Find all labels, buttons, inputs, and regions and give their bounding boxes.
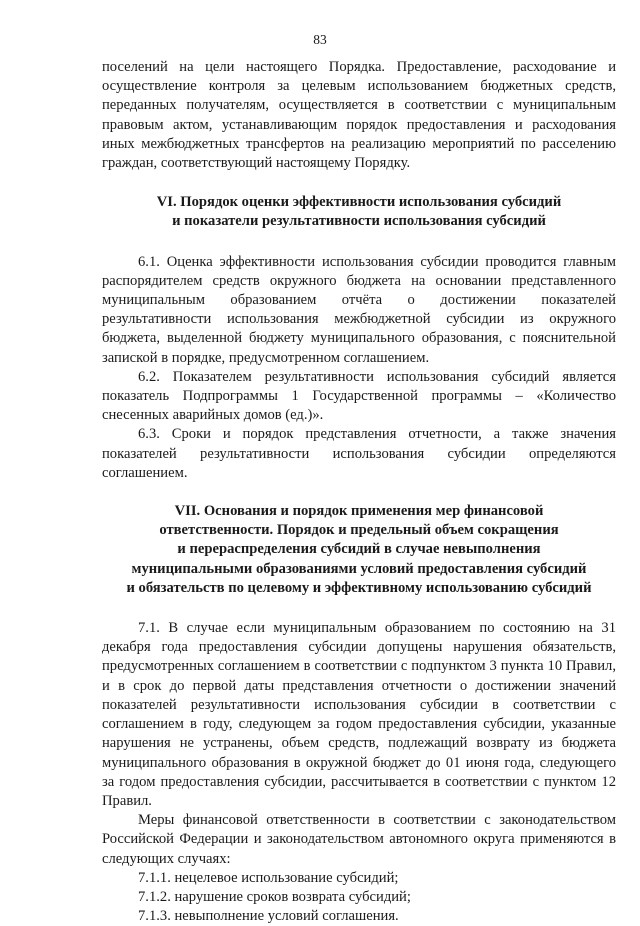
section-6-heading-line: VI. Порядок оценки эффективности использования субсидий	[156, 194, 562, 211]
list-item-7-1-1: 7.1.1. нецелевое использование субсидий;	[138, 869, 399, 886]
section-7-heading-line: ответственности. Порядок и предельный объем сокращения	[159, 522, 559, 539]
paragraph-6-1: 6.1. Оценка эффективности использования субсидии проводится главным распорядителем средств окружного бюджета на основании представленного муниципальным образованием отчёта о достижении показателей результативности использования межбюджетной субсидии из окружного бюджета, выделенной бюджету муниципального образования, с пояснительной запиской в порядке, предусмотренном соглашением.	[102, 253, 616, 366]
intro-paragraph: поселений на цели настоящего Порядка. Предоставление, расходование и осуществление контроля за целевым использованием бюджетных средств, переданных получателям, осуществляется в соответствии с муниципальным правовым актом, устанавливающим порядок предоставления и расходования иных межбюджетных трансфертов на реализацию мероприятий по расселению граждан, соответствующий настоящему Порядку.	[102, 59, 616, 172]
section-7-heading-line: муниципальными образованиями условий предоставления субсидий	[131, 560, 587, 577]
document-body	[102, 58, 616, 926]
list-item-7-1-3: 7.1.3. невыполнение условий соглашения.	[138, 908, 399, 925]
list-item-7-1-2: 7.1.2. нарушение сроков возврата субсидий;	[138, 888, 411, 905]
paragraph-financial-responsibility: Меры финансовой ответственности в соответствии с законодательством Российской Федерации и законодательством автономного округа применяются в следующих случаях:	[102, 812, 616, 867]
paragraph-7-1: 7.1. В случае если муниципальным образованием по состоянию на 31 декабря года предоставления субсидии допущены нарушения обязательств, предусмотренных соглашением в соответствии с подпунктом 3 пункта 10 Правил, и в срок до первой даты представления отчетности о достижении значений показателей результативности использования субсидии в соответствии с соглашением в году, следующем за годом предоставления субсидии, указанные нарушения не устранены, объем средств, подлежащий возврату из бюджета муниципального образования в окружной бюджет до 01 июня года, следующего за годом предоставления субсидии, рассчитывается в соответствии с пунктом 12 Правил.	[102, 620, 616, 809]
section-7-heading-line: и перераспределения субсидий в случае невыполнения	[177, 541, 541, 558]
section-6-heading	[102, 193, 616, 231]
paragraph-6-2: 6.2. Показателем результативности использования субсидий является показатель Подпрограммы 1 Государственной программы – «Количество снесенных аварийных домов (ед.)».	[102, 368, 616, 424]
section-7-heading-line: и обязательств по целевому и эффективному использованию субсидий	[126, 579, 592, 596]
paragraph-6-3: 6.3. Сроки и порядок представления отчетности, а также значения показателей результативности использования субсидии определяются соглашением.	[102, 426, 616, 481]
section-6-heading-line: и показатели результативности использования субсидий	[172, 213, 546, 230]
section-7-heading-line: VII. Основания и порядок применения мер финансовой	[174, 503, 544, 520]
section-7-heading	[102, 502, 616, 598]
page-number: 83	[313, 32, 327, 47]
